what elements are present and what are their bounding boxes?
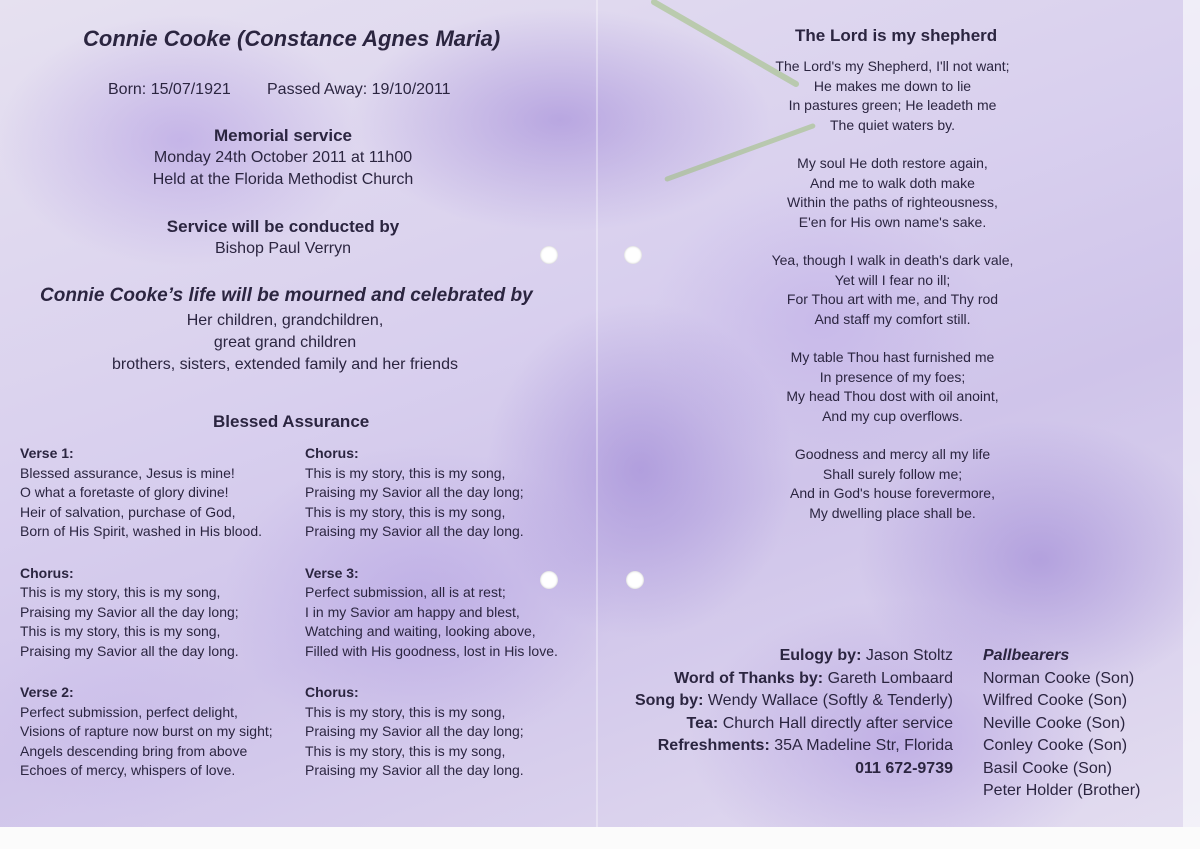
credit-label: Eulogy by:	[779, 647, 862, 664]
psalm-stanza	[740, 348, 1045, 426]
conducted-heading: Service will be conducted by	[166, 217, 400, 236]
psalm-line: Yea, though I walk in death's dark vale,	[771, 252, 1014, 268]
lyric-line: O what a foretaste of glory divine!	[20, 484, 229, 500]
lyric-line: Watching and waiting, looking above,	[305, 623, 536, 639]
hymn-title: Blessed Assurance	[213, 412, 370, 431]
stanza-label: Chorus:	[305, 445, 359, 461]
lyric-line: Angels descending bring from above	[20, 742, 248, 759]
born-date: Born: 15/07/1921	[108, 81, 231, 98]
credit-value: Jason Stoltz	[865, 647, 953, 664]
memorial-place: Held at the Florida Methodist Church	[152, 171, 414, 188]
psalm-title: The Lord is my shepherd	[795, 26, 998, 45]
stanza-label: Chorus:	[305, 684, 359, 700]
lyric-line: Filled with His goodness, lost in His love.	[305, 642, 558, 659]
lyric-line: Perfect submission, all is at rest;	[305, 584, 506, 600]
credit-row	[600, 713, 953, 736]
psalm-line: My table Thou hast furnished me	[790, 349, 995, 365]
lyric-line: Echoes of mercy, whispers of love.	[20, 762, 236, 778]
hymn-stanza	[305, 683, 585, 781]
psalm-line: Within the paths of righteousness,	[787, 194, 998, 210]
conducted-section	[83, 216, 483, 260]
stanza-label: Verse 3:	[305, 564, 359, 581]
mourned-line: brothers, sisters, extended family and her friends	[112, 356, 458, 373]
psalm-line: And my cup overflows.	[822, 407, 963, 424]
lyric-line: Perfect submission, perfect delight,	[20, 703, 238, 720]
credit-label: Tea:	[686, 714, 719, 732]
service-credits	[600, 645, 953, 780]
pallbearers-list	[983, 645, 1178, 803]
lyric-line: Visions of rapture now burst on my sight;	[20, 723, 273, 739]
lyric-line: Praising my Savior all the day long.	[20, 642, 239, 659]
conducted-name: Bishop Paul Verryn	[214, 240, 352, 257]
passed-date: Passed Away: 19/10/2011	[267, 81, 451, 98]
psalm-line: For Thou art with me, and Thy rod	[786, 291, 999, 307]
hymn-stanza	[20, 444, 300, 542]
lyric-line: Praising my Savior all the day long;	[305, 723, 524, 739]
memorial-date: Monday 24th October 2011 at 11h00	[153, 149, 413, 166]
psalm-line: And in God's house forevermore,	[789, 485, 995, 501]
credit-row	[600, 735, 953, 758]
credit-row	[600, 645, 953, 668]
psalm-line: Yet will I fear no ill;	[834, 271, 951, 288]
lyric-line: Heir of salvation, purchase of God,	[20, 503, 236, 520]
pallbearer-name: Basil Cooke (Son)	[983, 759, 1112, 777]
psalm-line: E'en for His own name's sake.	[798, 213, 987, 230]
hymn-stanza	[305, 444, 585, 542]
psalm-line: My dwelling place shall be.	[809, 504, 976, 521]
credit-row	[600, 690, 953, 713]
mourned-line: great grand children	[213, 334, 357, 351]
psalm-line: And me to walk doth make	[810, 174, 975, 191]
hymn-right-column	[305, 444, 585, 781]
stanza-label: Verse 1:	[20, 445, 74, 461]
memorial-heading: Memorial service	[214, 126, 352, 145]
psalm-line: Goodness and mercy all my life	[794, 446, 991, 462]
pallbearers-heading: Pallbearers	[983, 647, 1070, 664]
lyric-line: Praising my Savior all the day long;	[20, 603, 239, 620]
lyric-line: Blessed assurance, Jesus is mine!	[20, 464, 235, 481]
psalm-line: Shall surely follow me;	[822, 465, 963, 482]
pallbearer-name: Neville Cooke (Son)	[983, 714, 1126, 732]
psalm-line: My soul He doth restore again,	[797, 155, 988, 171]
lyric-line: Praising my Savior all the day long.	[305, 523, 524, 539]
lyric-line: This is my story, this is my song,	[20, 623, 221, 639]
lyric-line: This is my story, this is my song,	[305, 742, 506, 759]
psalm-stanza	[740, 445, 1045, 523]
psalm-line: In presence of my foes;	[819, 368, 966, 385]
pallbearer-name: Conley Cooke (Son)	[983, 737, 1128, 754]
psalm-text	[740, 57, 1045, 523]
credit-label: Word of Thanks by:	[674, 669, 824, 687]
lyric-line: This is my story, this is my song,	[305, 464, 506, 481]
psalm-line: The Lord's my Shepherd, I'll not want;	[775, 58, 1010, 74]
hymn-stanza	[20, 683, 300, 781]
pallbearer-name: Wilfred Cooke (Son)	[983, 692, 1128, 709]
credit-value: Wendy Wallace (Softly & Tenderly)	[707, 692, 953, 709]
credit-row	[600, 668, 953, 691]
credit-value: Church Hall directly after service	[722, 714, 953, 732]
credit-value: Gareth Lombaard	[827, 669, 953, 687]
punch-hole	[624, 246, 642, 264]
psalm-line: He makes me down to lie	[813, 77, 972, 94]
punch-hole	[626, 571, 644, 589]
pallbearer-name: Peter Holder (Brother)	[983, 782, 1141, 799]
credit-label: Song by:	[634, 692, 704, 709]
lyric-line: This is my story, this is my song,	[305, 503, 506, 520]
memorial-section	[83, 125, 483, 191]
psalm-stanza	[740, 251, 1045, 329]
psalm-stanza	[740, 57, 1045, 135]
hymn-stanza	[305, 564, 585, 662]
punch-hole	[540, 246, 558, 264]
deceased-name: Connie Cooke (Constance Agnes Maria)	[83, 26, 501, 51]
lyric-line: I in my Savior am happy and blest,	[305, 603, 520, 620]
credit-value: 35A Madeline Str, Florida	[774, 737, 953, 754]
lyric-line: Praising my Savior all the day long.	[305, 762, 524, 778]
credit-label: Refreshments:	[657, 737, 770, 754]
hymn-stanza	[20, 564, 300, 662]
lyric-line: This is my story, this is my song,	[20, 584, 221, 600]
mourned-list	[85, 310, 485, 376]
psalm-stanza	[740, 154, 1045, 232]
mourned-line: Her children, grandchildren,	[186, 312, 384, 329]
fold-line	[596, 0, 598, 849]
page-edge	[0, 827, 1200, 849]
page-edge	[1183, 0, 1200, 849]
lyric-line: Born of His Spirit, washed in His blood.	[20, 523, 262, 539]
hymn-left-column	[20, 444, 300, 781]
stanza-label: Chorus:	[20, 564, 74, 581]
phone-number: 011 672-9739	[855, 759, 953, 777]
pallbearer-name: Norman Cooke (Son)	[983, 669, 1135, 687]
psalm-line: My head Thou dost with oil anoint,	[786, 388, 999, 404]
lyric-line: This is my story, this is my song,	[305, 703, 506, 720]
lyric-line: Praising my Savior all the day long;	[305, 484, 524, 500]
psalm-line: The quiet waters by.	[829, 116, 956, 133]
stanza-label: Verse 2:	[20, 684, 74, 700]
psalm-line: In pastures green; He leadeth me	[788, 97, 997, 113]
psalm-line: And staff my comfort still.	[814, 310, 971, 327]
mourned-heading: Connie Cooke’s life will be mourned and celebrated by	[40, 285, 533, 306]
